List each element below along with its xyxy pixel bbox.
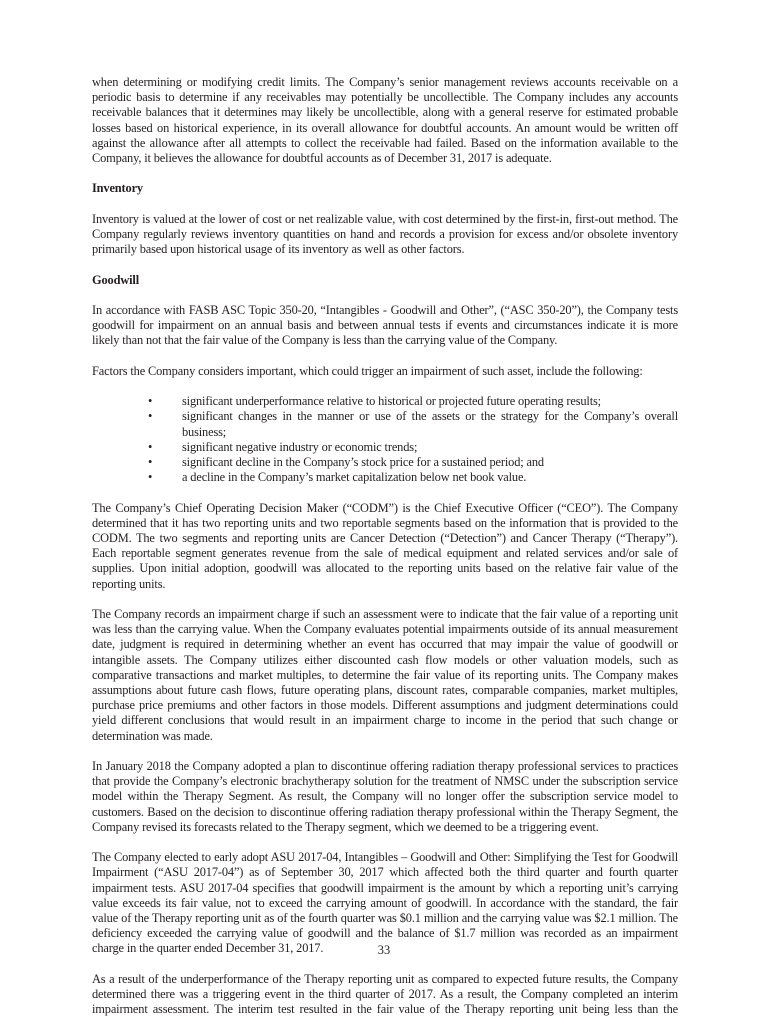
bullet-icon: • bbox=[148, 470, 153, 485]
list-item-text: a decline in the Company’s market capitalization below net book value. bbox=[182, 470, 527, 485]
paragraph-underperformance: As a result of the underperformance of the Therapy reporting unit as compared to expected future results, the Company determined there was a triggering event in the third quarter of 2017. As a result, the Company completed an interim impairment assessment. The interim test resulted in the fair value of the Therapy reporting unit being less than the bbox=[92, 971, 678, 1017]
section-heading-inventory: Inventory bbox=[92, 181, 143, 196]
paragraph-asu-2017-04: The Company elected to early adopt ASU 2017-04, Intangibles – Goodwill and Other: Simplifying the Test for Goodwill Impairment (“ASU 2017-04”) as of September 30, 2017 which affected both the third quarter and fourth quarter impairment tests. ASU 2017-04 specifies that goodwill impairment is the amount by which a reporting unit’s carrying value exceeds its fair value, not to exceed the carrying amount of goodwill. In accordance with the standard, the fair value of the Therapy reporting unit as of the fourth quarter was $0.1 million and the carrying value was $2.1 million. The deficiency exceeded the carrying value of goodwill and the balance of $1.7 million was recorded as an impairment charge in the quarter ended December 31, 2017. bbox=[92, 850, 678, 956]
paragraph-january-2018-plan: In January 2018 the Company adopted a plan to discontinue offering radiation therapy professional services to practices that provide the Company’s electronic brachytherapy solution for the treatment of NMSC under the subscription service model within the Therapy Segment. As result, the Company will no longer offer the subscription service model to customers. Based on the decision to discontinue offering radiation therapy professional within the Therapy Segment, the Company revised its forecasts related to the Therapy segment, which we deemed to be a triggering event. bbox=[92, 759, 678, 834]
paragraph-inventory: Inventory is valued at the lower of cost or net realizable value, with cost determined by the first-in, first-out method. The Company regularly reviews inventory quantities on hand and records a provision for excess and/or obsolete inventory primarily based upon historical usage of its inventory as well as other factors. bbox=[92, 211, 678, 257]
section-heading-goodwill: Goodwill bbox=[92, 272, 139, 287]
paragraph-credit-limits: when determining or modifying credit limits. The Company’s senior management reviews accounts receivable on a periodic basis to determine if any receivables may potentially be uncollectible. The Company includes any accounts receivable balances that it determines may likely be uncollectible, along with a general reserve for estimated probable losses based on historical experience, in its overall allowance for doubtful accounts. An amount would be written off against the allowance after all attempts to collect the receivable had failed. Based on the information available to the Company, it believes the allowance for doubtful accounts as of December 31, 2017 is adequate. bbox=[92, 75, 678, 166]
paragraph-codm: The Company’s Chief Operating Decision Maker (“CODM”) is the Chief Executive Officer (“CEO”). The Company determined that it has two reporting units and two reportable segments based on the information that is provided to the CODM. The two segments and reporting units are Cancer Detection (“Detection”) and Cancer Therapy (“Therapy”). Each reportable segment generates revenue from the sale of medical equipment and related services and/or sale of supplies. Upon initial adoption, goodwill was allocated to the reporting units based on the relative fair value of the reporting units. bbox=[92, 500, 678, 591]
list-item-text: significant underperformance relative to historical or projected future operating results; bbox=[182, 394, 601, 409]
impairment-factors-list bbox=[92, 394, 678, 485]
paragraph-goodwill-asc: In accordance with FASB ASC Topic 350-20, “Intangibles - Goodwill and Other”, (“ASC 350-20”), the Company tests goodwill for impairment on an annual basis and between annual tests if events and circumstances indicate it is more likely than not that the fair value of the Company is less than the carrying value of the Company. bbox=[92, 302, 678, 348]
list-item bbox=[92, 455, 678, 470]
list-item-text: significant decline in the Company’s stock price for a sustained period; and bbox=[182, 454, 544, 469]
bullet-icon: • bbox=[148, 439, 153, 454]
list-item bbox=[92, 409, 678, 439]
list-item bbox=[92, 440, 678, 455]
bullet-icon: • bbox=[148, 409, 153, 424]
paragraph-impairment-charge: The Company records an impairment charge if such an assessment were to indicate that the fair value of a reporting unit was less than the carrying value. When the Company evaluates potential impairments outside of its annual measurement date, judgment is required in determining whether an event has occurred that may impair the value of goodwill or intangible assets. The Company utilizes either discounted cash flow models or other valuation models, such as comparative transactions and market multiples, to determine the fair value of its reporting units. The Company makes assumptions about future cash flows, future operating plans, discount rates, comparable companies, market multiples, purchase price premiums and other factors in those models. Different assumptions and judgment determinations could yield different conclusions that would result in an impairment charge to income in the period that such change or determination was made. bbox=[92, 606, 678, 743]
list-item-text: significant changes in the manner or use of the assets or the strategy for the Company’s overall business; bbox=[182, 409, 678, 439]
bullet-icon: • bbox=[148, 394, 153, 409]
page-number: 33 bbox=[377, 943, 391, 957]
list-item bbox=[92, 394, 678, 409]
list-item bbox=[92, 470, 678, 485]
bullet-icon: • bbox=[148, 454, 153, 469]
document-page bbox=[92, 75, 678, 1033]
paragraph-goodwill-factors: Factors the Company considers important, which could trigger an impairment of such asset, include the following: bbox=[92, 363, 643, 378]
list-item-text: significant negative industry or economic trends; bbox=[182, 439, 418, 454]
